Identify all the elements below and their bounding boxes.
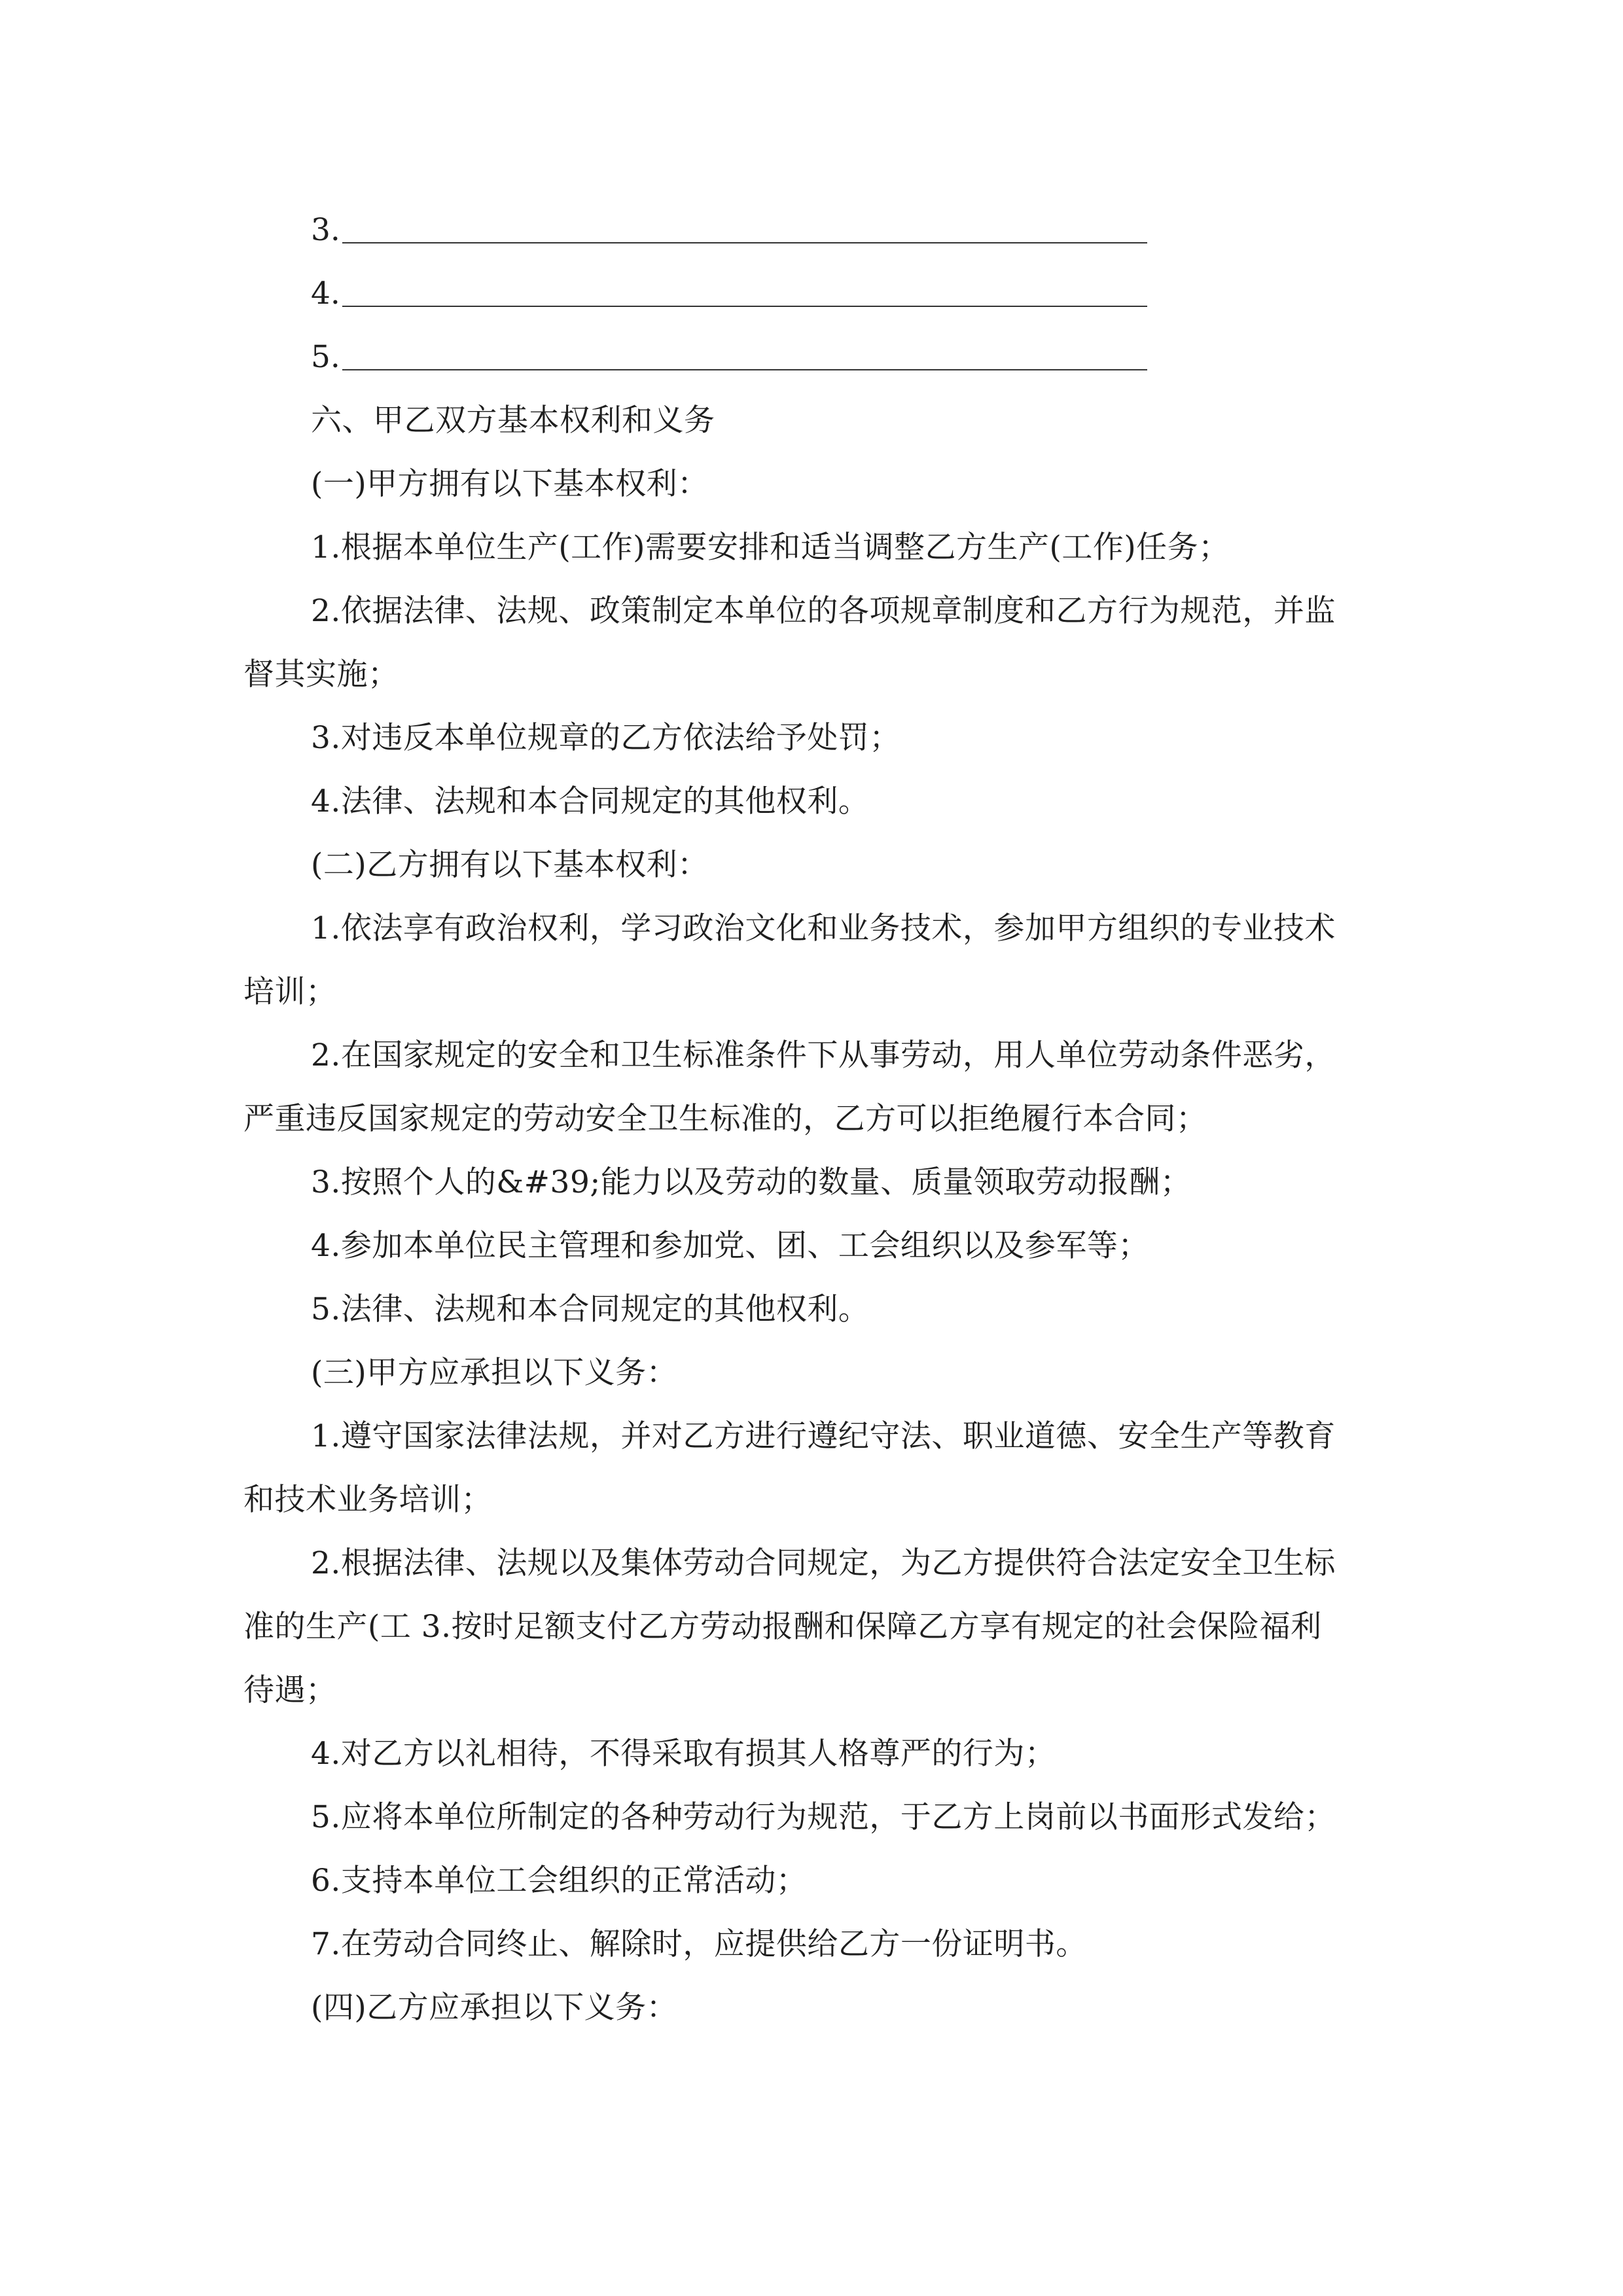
- blank-underline: [342, 306, 1147, 307]
- paragraph-line: 2.依据法律、法规、政策制定本单位的各项规章制度和乙方行为规范，并监: [311, 593, 1336, 629]
- blank-item-number: 4.: [311, 276, 340, 312]
- paragraph-line: 5.法律、法规和本合同规定的其他权利。: [311, 1291, 870, 1327]
- blank-item-number: 3.: [311, 212, 340, 248]
- paragraph-line: 4.参加本单位民主管理和参加党、团、工会组织以及参军等；: [311, 1228, 1149, 1264]
- paragraph-line: 4.法律、法规和本合同规定的其他权利。: [311, 783, 870, 819]
- blank-underline: [342, 242, 1147, 243]
- paragraph-line: 1.根据本单位生产(工作)需要安排和适当调整乙方生产(工作)任务；: [311, 529, 1230, 565]
- subsection-heading: (四)乙方应承担以下义务：: [311, 1990, 678, 2026]
- paragraph-line: 7.在劳动合同终止、解除时，应提供给乙方一份证明书。: [311, 1926, 1087, 1962]
- paragraph-line: 3.对违反本单位规章的乙方依法给予处罚；: [311, 720, 901, 756]
- blank-item-number: 5.: [311, 339, 340, 375]
- paragraph-continuation: 严重违反国家规定的劳动安全卫生标准的，乙方可以拒绝履行本合同；: [243, 1101, 1207, 1137]
- blank-item-5: [311, 338, 340, 377]
- blank-item-3: [311, 211, 340, 250]
- paragraph-continuation: 待遇；: [243, 1672, 337, 1708]
- blank-item-4: [311, 274, 340, 314]
- subsection-heading: (二)乙方拥有以下基本权利：: [311, 847, 709, 883]
- paragraph-line: 5.应将本单位所制定的各种劳动行为规范，于乙方上岗前以书面形式发给；: [311, 1799, 1336, 1835]
- paragraph-continuation: 和技术业务培训；: [243, 1482, 492, 1518]
- section-heading: 六、甲乙双方基本权利和义务: [311, 403, 715, 439]
- paragraph-line: 2.根据法律、法规以及集体劳动合同规定，为乙方提供符合法定安全卫生标: [311, 1545, 1336, 1581]
- subsection-heading: (三)甲方应承担以下义务：: [311, 1355, 678, 1391]
- blank-underline: [342, 369, 1147, 370]
- paragraph-line: 6.支持本单位工会组织的正常活动；: [311, 1863, 808, 1899]
- paragraph-line: 1.依法享有政治权利，学习政治文化和业务技术，参加甲方组织的专业技术: [311, 910, 1336, 946]
- paragraph-line: 3.按照个人的&#39;能力以及劳动的数量、质量领取劳动报酬；: [311, 1164, 1192, 1200]
- paragraph-continuation: 准的生产(工 3.按时足额支付乙方劳动报酬和保障乙方享有规定的社会保险福利: [243, 1609, 1322, 1645]
- paragraph-line: 4.对乙方以礼相待，不得采取有损其人格尊严的行为；: [311, 1736, 1056, 1772]
- paragraph-continuation: 培训；: [243, 974, 337, 1010]
- paragraph-line: 1.遵守国家法律法规，并对乙方进行遵纪守法、职业道德、安全生产等教育: [311, 1418, 1336, 1454]
- subsection-heading: (一)甲方拥有以下基本权利：: [311, 466, 709, 502]
- paragraph-line: 2.在国家规定的安全和卫生标准条件下从事劳动，用人单位劳动条件恶劣，: [311, 1037, 1336, 1073]
- paragraph-continuation: 督其实施；: [243, 656, 399, 692]
